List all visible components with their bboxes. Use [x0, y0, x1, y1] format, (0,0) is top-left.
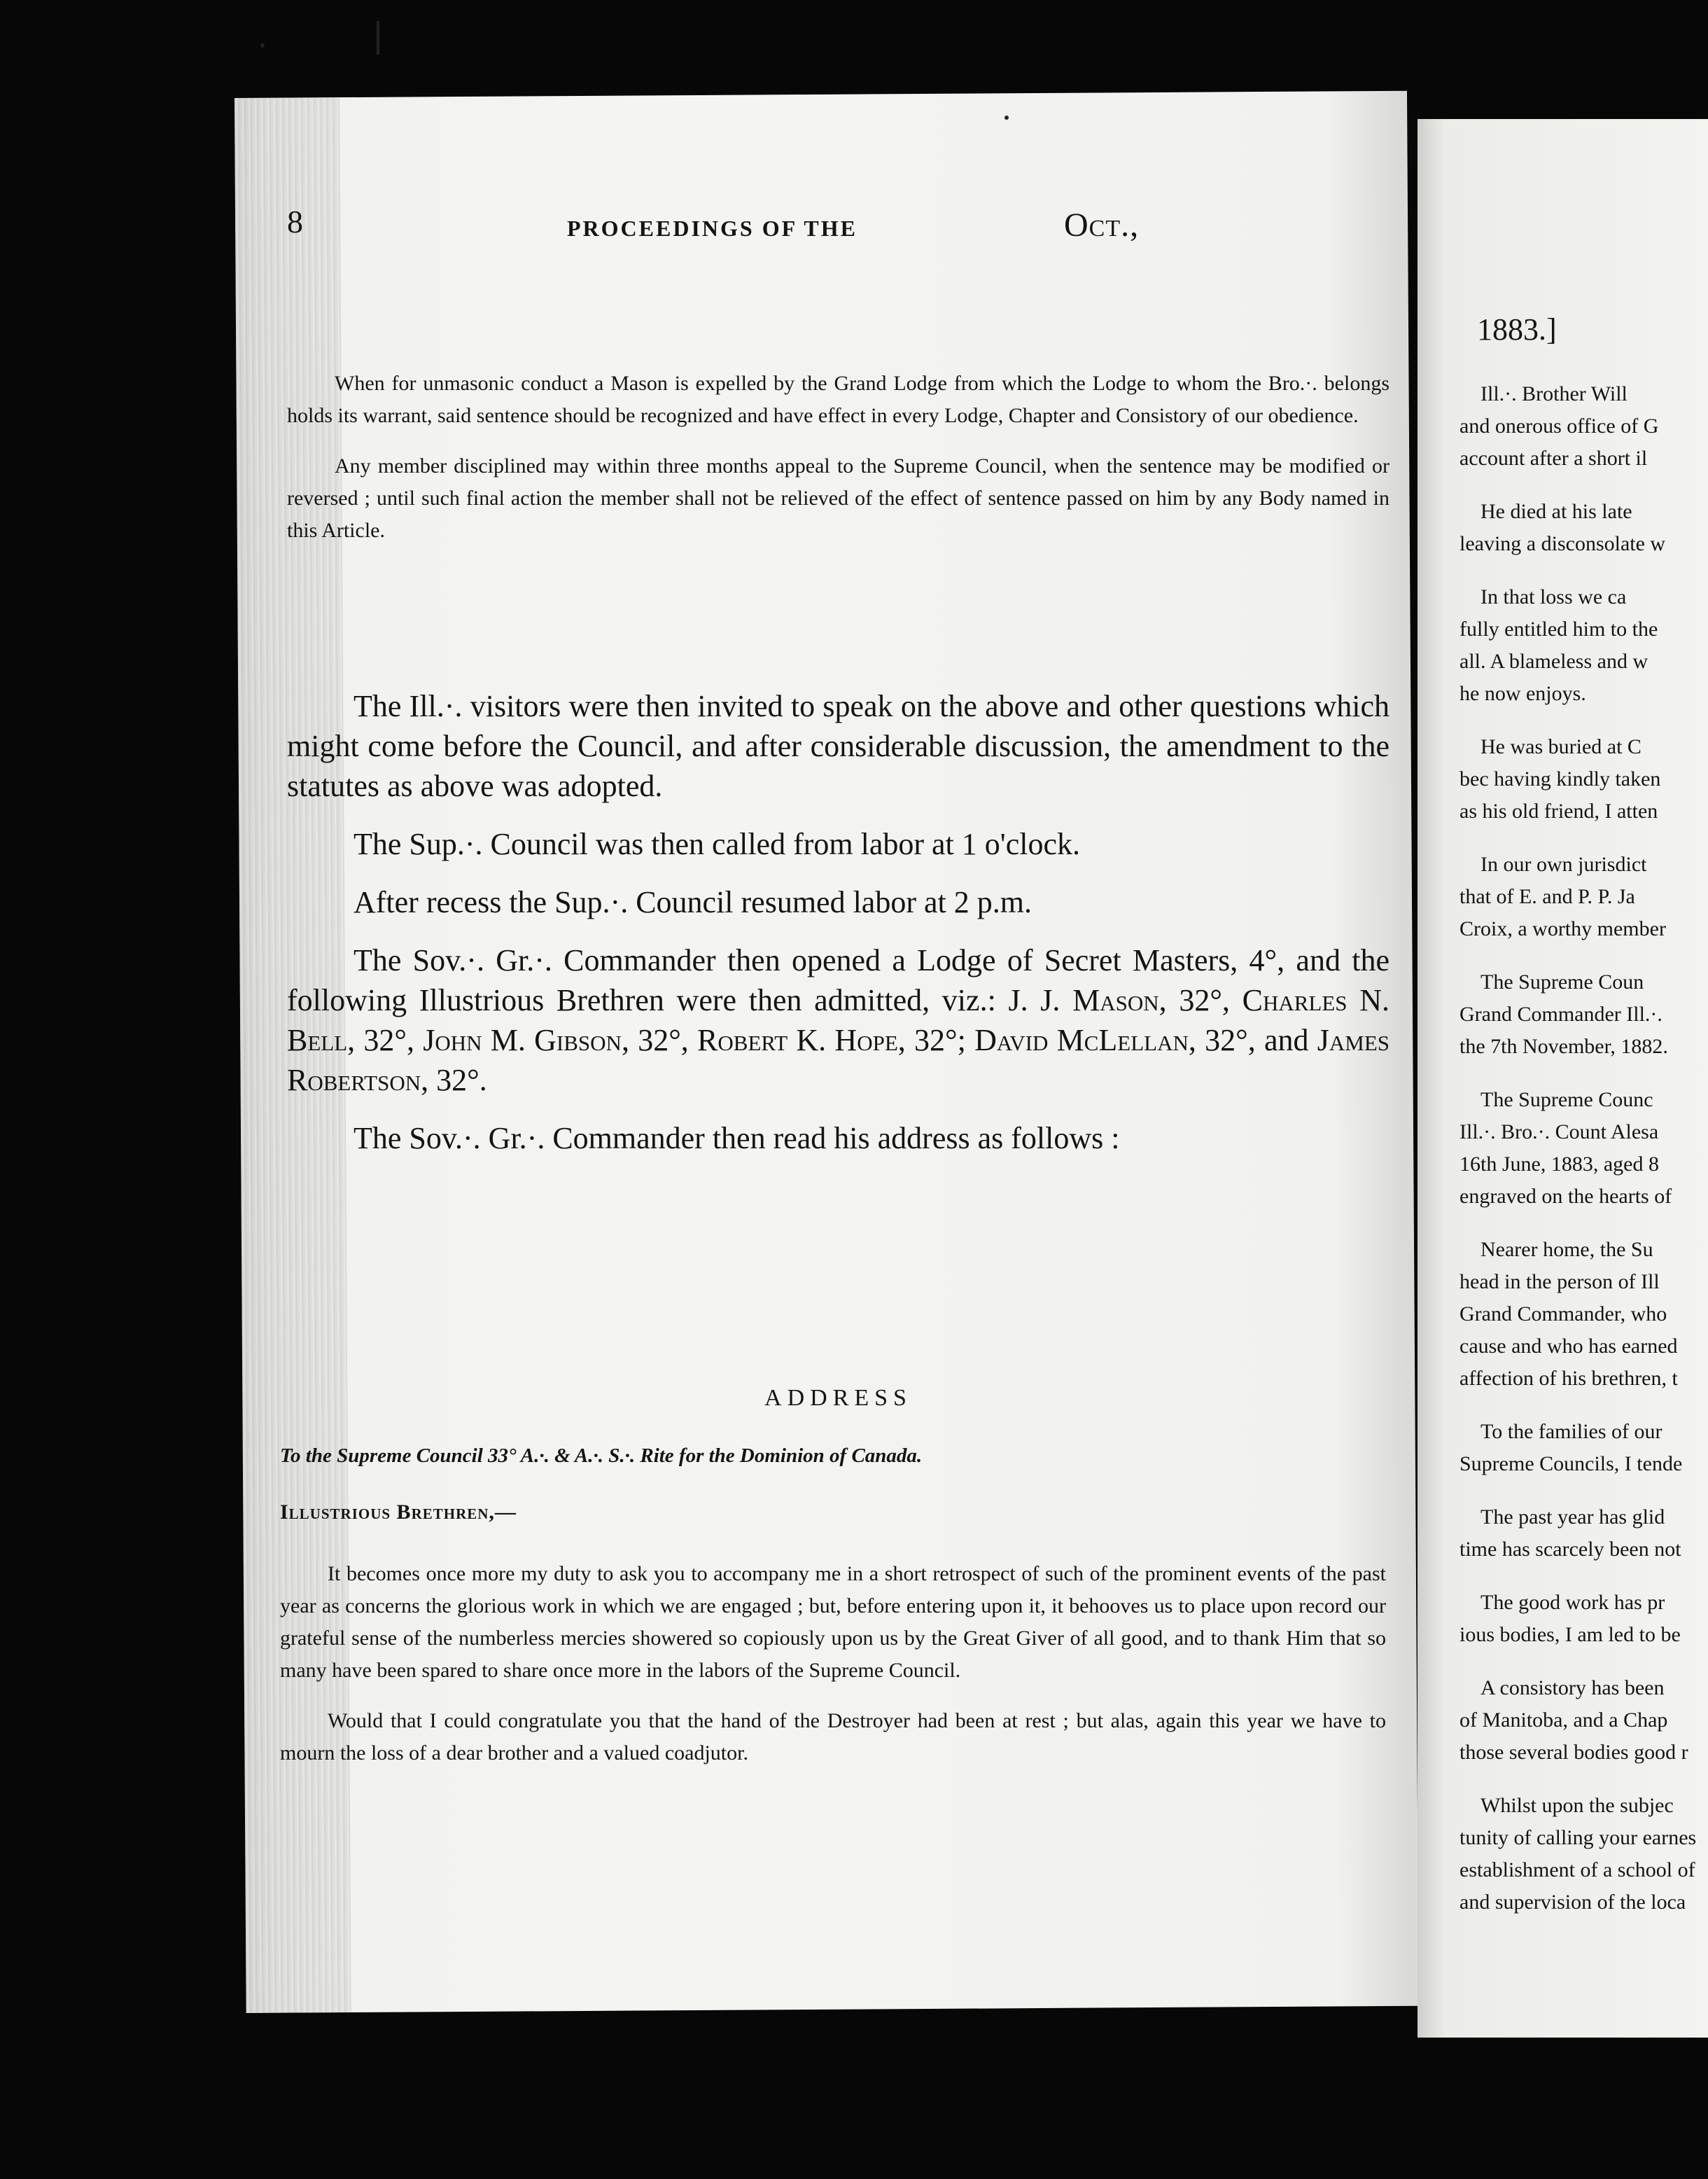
facing-page-gap	[1460, 1063, 1708, 1084]
facing-page-line: Grand Commander, who	[1460, 1302, 1667, 1325]
facing-page-gap	[1460, 1480, 1708, 1501]
admission-lead: The Sov.·. Gr.·. Commander then opened a Lodge of Secret Masters, 4°, and the following Illustrious Brethren were then admitted, viz.:	[287, 943, 1390, 1017]
brother-degree: , 32°,	[1158, 983, 1242, 1017]
facing-page-gap	[1460, 1651, 1708, 1672]
minutes-text	[287, 686, 1390, 1158]
brother-degree: , 32°,	[621, 1023, 698, 1057]
address-text	[280, 1558, 1386, 1769]
facing-page-gap	[1460, 1213, 1708, 1234]
facing-page-line: as his old friend, I atten	[1460, 800, 1658, 823]
facing-page-gap	[1460, 828, 1708, 849]
facing-page-text	[1460, 378, 1708, 1919]
facing-page-line: engraved on the hearts of	[1460, 1185, 1672, 1208]
facing-page-line: tunity of calling your earnes	[1460, 1826, 1697, 1849]
address-paragraph: Would that I could congratulate you that the hand of the Destroyer had been at rest ; but alas, again this year we have to mourn the loss of a dear brother and a valued coadjutor.	[280, 1709, 1386, 1764]
address-heading: ADDRESS	[764, 1385, 912, 1411]
facing-page-line: Nearer home, the Su	[1480, 1238, 1653, 1261]
address-recipient: To the Supreme Council 33° A.·. & A.·. S.·. Rite for the Dominion of Canada.	[280, 1444, 923, 1467]
facing-page-line: To the families of our	[1480, 1420, 1662, 1443]
facing-page-line: He was buried at C	[1480, 735, 1642, 758]
facing-page-line: of Manitoba, and a Chap	[1460, 1708, 1668, 1732]
facing-page-line: the 7th November, 1882.	[1460, 1035, 1668, 1058]
brother-degree: , 32°;	[897, 1023, 975, 1057]
facing-page-date: 1883.]	[1477, 312, 1557, 347]
facing-page-line: that of E. and P. P. Ja	[1460, 885, 1635, 908]
running-date-text: Oct.,	[1064, 207, 1140, 244]
minutes-paragraph: The Ill.·. visitors were then invited to speak on the above and other questions which might come before the Council, and after considerable discussion, the amendment to the statutes as above was adopted.	[287, 689, 1390, 803]
article-text	[287, 368, 1390, 547]
facing-page-gap	[1460, 1395, 1708, 1416]
brother-name: James Robertson	[287, 1023, 1390, 1097]
facing-page-line: affection of his brethren, t	[1460, 1367, 1678, 1390]
facing-page-line: bec having kindly taken	[1460, 767, 1661, 791]
facing-page-gap	[1460, 1769, 1708, 1790]
facing-page-line: those several bodies good r	[1460, 1741, 1688, 1764]
facing-page-line: He died at his late	[1480, 500, 1632, 523]
minutes-paragraph-admitted	[287, 940, 1390, 1100]
facing-page-line: Croix, a worthy member	[1460, 917, 1666, 940]
facing-page-line: 16th June, 1883, aged 8	[1460, 1153, 1659, 1176]
facing-page-line: The past year has glid	[1480, 1505, 1665, 1529]
brother-name: J. J. Mason	[1008, 983, 1159, 1017]
address-salutation: Illustrious Brethren,—	[280, 1501, 517, 1524]
facing-page-line: account after a short il	[1460, 447, 1648, 470]
facing-page-line: Ill.·. Brother Will	[1480, 382, 1628, 405]
minutes-paragraph: The Sup.·. Council was then called from labor at 1 o'clock.	[354, 827, 1080, 861]
facing-page-line: fully entitled him to the	[1460, 618, 1658, 641]
facing-page-line: all. A blameless and w	[1460, 650, 1648, 673]
brother-degree: , 32°.	[421, 1063, 487, 1097]
facing-page-line: Ill.·. Bro.·. Count Alesa	[1460, 1120, 1659, 1143]
facing-page-line: leaving a disconsolate w	[1460, 532, 1666, 555]
facing-page-line: time has scarcely been not	[1460, 1538, 1681, 1561]
minutes-paragraph: The Sov.·. Gr.·. Commander then read his address as follows :	[354, 1121, 1120, 1155]
facing-page-line: In that loss we ca	[1480, 585, 1627, 608]
facing-page-line: The good work has pr	[1480, 1591, 1665, 1614]
facing-page-gap	[1460, 1566, 1708, 1587]
running-date	[1064, 206, 1139, 244]
facing-page-gap	[1460, 475, 1708, 496]
facing-page-gap	[1460, 560, 1708, 581]
facing-page-gap	[1460, 945, 1708, 966]
brother-name: Charles N. Bell	[287, 983, 1390, 1057]
brother-degree: , 32°,	[347, 1023, 424, 1057]
page-number: 8	[287, 204, 303, 239]
scan-speck	[1004, 116, 1009, 120]
running-title: PROCEEDINGS OF THE	[567, 216, 858, 241]
scan-speck	[377, 21, 379, 55]
facing-page-line: establishment of a school of	[1460, 1858, 1695, 1881]
facing-page-line: A consistory has been	[1480, 1676, 1665, 1699]
facing-page-line: ious bodies, I am led to be	[1460, 1623, 1681, 1646]
facing-page-line: In our own jurisdict	[1480, 853, 1647, 876]
brother-name: Robert K. Hope	[697, 1023, 898, 1057]
address-paragraph: It becomes once more my duty to ask you to accompany me in a short retrospect of such of the prominent events of the past year as concerns the glorious work in which we are engaged ; but, before entering upon it, it behooves us to place upon record our grateful sense of the numberless mercies showered so copiously upon us by the Great Giver of all good, and to thank Him that so many have been spared to share once more in the labors of the Supreme Council.	[280, 1562, 1386, 1682]
facing-page-line: cause and who has earned	[1460, 1335, 1678, 1358]
facing-page-line: head in the person of Ill	[1460, 1270, 1660, 1293]
facing-page-line: and supervision of the loca	[1460, 1891, 1686, 1914]
facing-page-line: Supreme Councils, I tende	[1460, 1452, 1683, 1475]
facing-page-line: and onerous office of G	[1460, 415, 1659, 438]
article-paragraph: Any member disciplined may within three months appeal to the Supreme Council, when the sentence may be modified or reversed ; until such final action the member shall not be relieved of the effect of sentence passed on him by any Body named in this Article.	[287, 454, 1390, 542]
brother-name: John M. Gibson	[423, 1023, 622, 1057]
minutes-paragraph: After recess the Sup.·. Council resumed labor at 2 p.m.	[354, 885, 1032, 919]
facing-page-line: The Supreme Coun	[1480, 970, 1644, 994]
scan-speck	[260, 43, 265, 48]
brother-degree: , 32°, and	[1188, 1023, 1317, 1057]
facing-page-line: he now enjoys.	[1460, 682, 1586, 705]
brother-name: David McLellan	[974, 1023, 1189, 1057]
facing-page-line: Grand Commander Ill.·.	[1460, 1003, 1662, 1026]
facing-page-gap	[1460, 710, 1708, 731]
article-paragraph: When for unmasonic conduct a Mason is expelled by the Grand Lodge from which the Lodge to whom the Bro.·. belongs holds its warrant, said sentence should be recognized and have effect in every Lodge, Chapter and Consistory of our obedience.	[287, 372, 1390, 427]
facing-page-line: Whilst upon the subjec	[1480, 1794, 1674, 1817]
facing-page-line: The Supreme Counc	[1480, 1088, 1653, 1111]
